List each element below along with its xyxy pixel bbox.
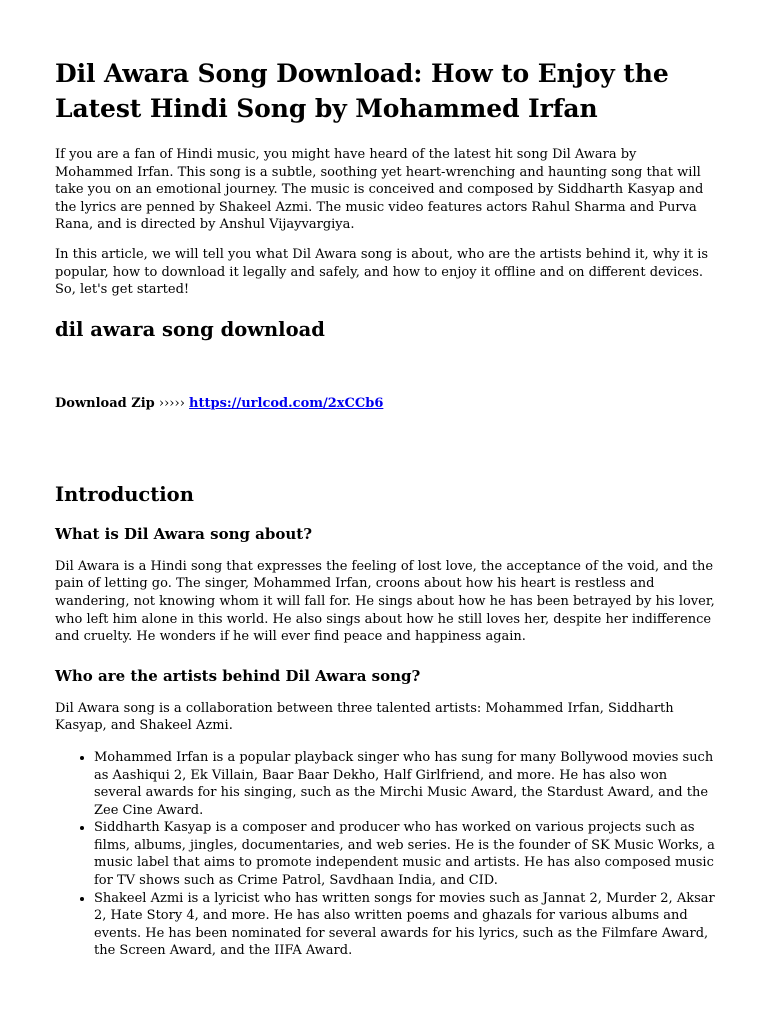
subheading-song-about: What is Dil Awara song about? xyxy=(55,524,313,543)
article-title: Dil Awara Song Download: How to Enjoy the Latest Hindi Song by Mohammed Irfan xyxy=(55,59,669,123)
artists-paragraph: Dil Awara song is a collaboration between three talented artists: Mohammed Irfan, Siddharth Kasyap, and Shakeel Azmi. xyxy=(55,700,674,734)
download-link[interactable]: https://urlcod.com/2xCCb6 xyxy=(189,395,384,411)
download-label: Download Zip xyxy=(55,395,155,411)
intro-paragraph: If you are a fan of Hindi music, you might have heard of the latest hit song Dil Awara by Mohammed Irfan. This song is a subtle, soothing yet heart-wrenching and haunting song that will take you on an emotional journey. The music is conceived and composed by Siddharth Kasyap and the lyrics are penned by Shakeel Azmi. The music video features actors Rahul Sharma and Purva Rana, and is directed by Anshul Vijayvargiya. xyxy=(55,147,704,233)
keyword-heading: dil awara song download xyxy=(55,317,325,341)
list-item: • Siddharth Kasyap is a composer and producer who has worked on various projects such as films, albums, jingles, documentaries, and web series. He is the founder of SK Music Works, a music label that aims to promote independent music and artists. He has also composed music for TV shows such as Crime Patrol, Savdhaan India, and CID. xyxy=(94,819,715,889)
intro-paragraph: In this article, we will tell you what Dil Awara song is about, who are the artists behind it, why it is popular, how to download it legally and safely, and how to enjoy it offline and on different devices. So, let's get started! xyxy=(55,246,709,298)
section-heading-introduction: Introduction xyxy=(55,482,194,506)
download-line xyxy=(55,395,715,413)
list-item: • Shakeel Azmi is a lyricist who has written songs for movies such as Jannat 2, Murder 2, Aksar 2, Hate Story 4, and more. He has also written poems and ghazals for various albums and events. He has been nominated for several awards for his lyrics, such as the Filmfare Award, the Screen Award, and the IIFA Award. xyxy=(94,890,715,960)
list-item: • Mohammed Irfan is a popular playback singer who has sung for many Bollywood movies such as Aashiqui 2, Ek Villain, Baar Baar Dekho, Half Girlfriend, and more. He has also won several awards for his singing, such as the Mirchi Music Award, the Stardust Award, and the Zee Cine Award. xyxy=(94,749,715,819)
download-arrows: ››››› xyxy=(158,395,185,411)
about-paragraph: Dil Awara is a Hindi song that expresses the feeling of lost love, the acceptance of the void, and the pain of letting go. The singer, Mohammed Irfan, croons about how his heart is restless and wandering, not knowing whom it will fall for. He sings about how he has been betrayed by his lover, who left him alone in this world. He also sings about how he still loves her, despite her indifference and cruelty. He wonders if he will ever find peace and happiness again. xyxy=(55,558,715,645)
subheading-artists: Who are the artists behind Dil Awara song? xyxy=(55,666,421,685)
artists-list xyxy=(55,749,715,960)
